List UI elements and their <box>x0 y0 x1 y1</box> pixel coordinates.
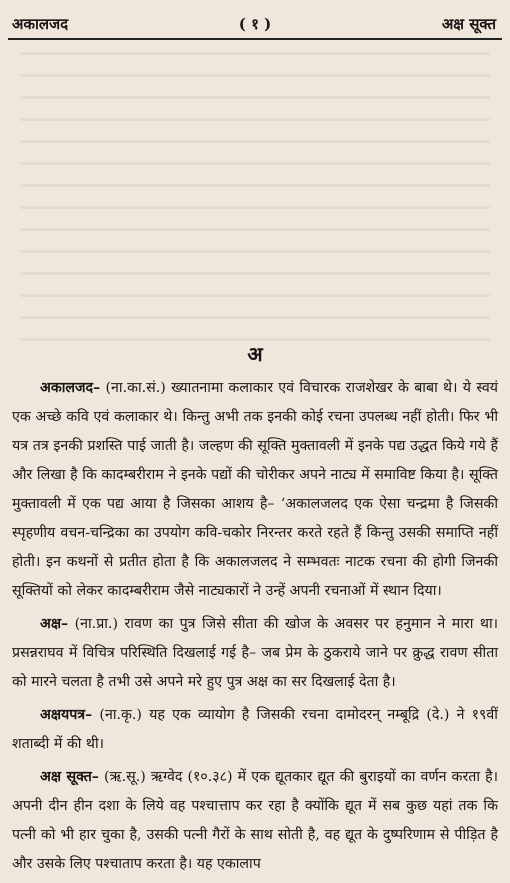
entry-text: (ना.कृ.) यह एक व्यायोग है जिसकी रचना दामोदरन् नम्बूद्रि (दे.) ने १९वीं शताब्दी में की थी। <box>12 707 498 752</box>
entries-body <box>12 374 498 883</box>
entry-akalajad <box>12 374 498 606</box>
page-number: ( १ ) <box>238 15 272 33</box>
entry-text: (ना.का.सं.) ख्यातनामा कलाकार एवं विचारक राजशेखर के बाबा थे। ये स्वयं एक अच्छे कवि एवं कलाकार थे। किन्तु अभी तक इनकी कोई रचना उपलब्ध नहीं होती। फिर भी यत्र तत्र इनकी प्रशस्ति पाई जाती है। जल्हण की सूक्ति मुक्तावली में इनके पद्य उद्धत किये गये हैं और लिखा है कि कादम्बरीराम ने इनके पद्यों की चोरीकर अपने नाट्य में समाविष्ट किया है। सूक्ति मुक्तावली में एक पद्य आया है जिसका आशय है– ‘अकालजलद एक ऐसा चन्द्रमा है जिसकी स्पृहणीय वचन-चन्द्रिका का उपयोग कवि-चकोर निरन्तर करते रहते हैं किन्तु उसकी समाप्ति नहीं होती। इन कथनों से प्रतीत होता है कि अकालजलद ने सम्भवतः नाटक रचना की होगी जिनकी सूक्तियों को लेकर कादम्बरीराम जैसे नाट्यकारों ने उन्हें अपनी रचनाओं में स्थान दिया। <box>12 380 498 599</box>
section-letter: अ <box>247 342 263 366</box>
entry-aksha-sukta <box>12 763 498 879</box>
entry-text: (ना.प्रा.) रावण का पुत्र जिसे सीता की खोज के अवसर पर हनुमान ने मारा था। प्रसन्नराघव में विचित्र परिस्थिति दिखलाई गई है– जब प्रेम के ठुकराये जाने पर क्रुद्ध रावण सीता को मारने चलता है तभी उसे अपने मरे हुए पुत्र अक्ष का सर दिखलाई देता है। <box>12 616 498 690</box>
running-header <box>10 14 500 36</box>
header-left-term: अकालजद <box>12 15 69 33</box>
entry-aksha <box>12 610 498 697</box>
bleed-through-area <box>20 52 490 342</box>
entry-term: अक्ष– <box>40 616 69 632</box>
entry-term: अक्षयपत्र– <box>40 707 93 723</box>
entry-term: अक्ष सूक्त– <box>40 769 99 785</box>
entry-text: (ऋ.सू.) ऋग्वेद (१०.३८) में एक द्यूतकार द्यूत की बुराइयों का वर्णन करता है। अपनी दीन हीन दशा के लिये वह पश्चात्ताप कर रहा है क्योंकि द्यूत में सब कुछ यहां तक कि पत्नी को भी हार चुका है, उसकी पत्नी गैरों के साथ सोती है, वह द्यूत के दुष्परिणाम से पीड़ित है और उसके लिए पश्चाताप करता है। यह एकालाप <box>12 769 499 872</box>
entry-akshayapatra <box>12 701 498 759</box>
entry-term: अकालजद– <box>40 380 101 396</box>
header-right-term: अक्ष सूक्त <box>441 15 496 33</box>
header-rule <box>8 38 502 40</box>
